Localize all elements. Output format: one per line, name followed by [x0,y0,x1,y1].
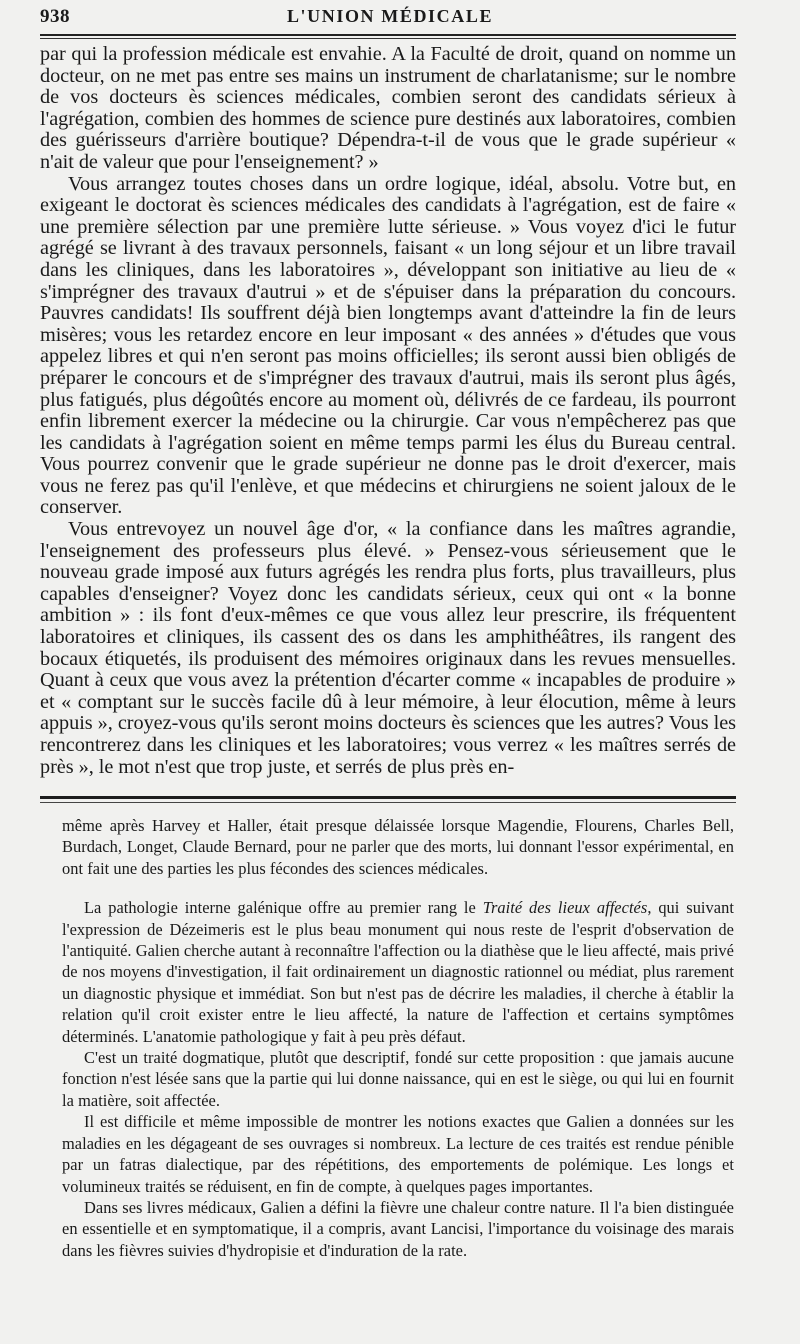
header-rule [40,34,736,36]
page-header [40,6,740,32]
footnote-paragraph-4: Dans ses livres médicaux, Galien a défini la fièvre une chaleur contre nature. Il l'a bien distinguée en essentielle et en symptomatique, il a compris, avant Lancisi, l'importance du voisinage des marais dans les fièvres suivies d'hydropisie et d'induration de la rate. [62,1197,734,1260]
main-paragraph-1: par qui la profession médicale est envahie. A la Faculté de droit, quand on nomme un docteur, on ne met pas entre ses mains un instrument de charlatanisme; sur le nombre de vos docteurs ès sciences médicales, combien seront des candidats sérieux à l'agrégation, combien des hommes de science pure destinés aux laboratoires, combien des guérisseurs d'arrière boutique? Dépendra-t-il de vous que le grade supérieur « n'ait de valeur que pour l'enseignement? » [40,43,736,173]
footnote-p1-title: Traité des lieux affectés [482,898,648,918]
journal-title: L'UNION MÉDICALE [286,6,494,26]
footnote-p1-before: La pathologie interne galénique offre au premier rang le [84,898,483,918]
main-paragraph-3: Vous entrevoyez un nouvel âge d'or, « la confiance dans les maîtres agrandie, l'enseignement des professeurs plus élevé. » Pensez-vous sérieusement que le nouveau grade imposé aux futurs agrégés les rendra plus forts, plus travailleurs, plus capables d'enseigner? Voyez donc les candidats sérieux, ceux qui ont « la bonne ambition » : ils font d'eux-mêmes ce que vous allez leur prescrire, ils fréquentent laboratoires et cliniques, ils cassent des os dans les amphithéâtres, ils rangent des bocaux étiquetés, ils produisent des mémoires originaux dans les revues mensuelles. Quant à ceux que vous avez la prétention d'écarter comme « incapables de produire » et « comptant sur le succès facile dû à leur mémoire, à leur élocution, même à leurs appuis », croyez-vous qu'ils seront moins docteurs ès sciences que les autres? Vous les rencontrerez dans les cliniques et les laboratoires; vous verrez « les maîtres serrés de près », le mot n'est que trop juste, et serrés de plus près en- [40,518,736,778]
footnote-separator [40,796,736,799]
footnote-continuation: même après Harvey et Haller, était presque délaissée lorsque Magendie, Flourens, Charles Bell, Burdach, Longet, Claude Bernard, pour ne parler que des morts, lui donnant l'essor expérimental, en ont fait une des parties les plus fécondes des sciences médicales. [62,816,734,878]
page-number: 938 [40,6,70,27]
main-paragraph-2: Vous arrangez toutes choses dans un ordre logique, idéal, absolu. Votre but, en exigeant le doctorat ès sciences médicales des candidats à l'agrégation, est de faire « une première sélection par une première lutte sérieuse. » Vous voyez d'ici le futur agrégé se livrant à des travaux personnels, faisant « un long séjour et un libre travail dans les cliniques, dans les laboratoires », développant son initiative au lieu de « s'imprégner des travaux d'autrui » et de s'épuiser dans la préparation du concours. Pauvres candidats! Ils souffrent déjà bien longtemps avant d'atteindre la fin de leurs misères; vous les retardez encore en leur imposant « des années » d'études que vous appelez libres et qui n'en seront pas moins officielles; ils seront aussi bien obligés de préparer le concours et de s'imprégner des travaux d'autrui, mais ils seront plus âgés, plus fatigués, plus dégoûtés encore au moment où, délivrés de ce fardeau, ils pourront enfin librement exercer la médecine ou la chirurgie. Car vous n'empêcherez pas que les candidats à l'agrégation soient en même temps parmi les élus du Bureau central. Vous pourrez convenir que le grade supérieur ne donne pas le droit d'exercer, mais vous ne ferez pas qu'il l'enlève, et que médecins et chirurgiens ne soient jaloux de le conserver. [40,172,736,519]
footnote-paragraph-3: Il est difficile et même impossible de montrer les notions exactes que Galien a données sur les maladies en les dégageant de ses ouvrages si nombreux. La lecture de ces traités est rendue pénible par un fatras dialectique, par des répétitions, des emportements de polémique. Les longs et volumineux traités se réduisent, en fin de compte, à quelques pages importantes. [62,1112,734,1196]
footnote [62,815,734,1261]
footnote-paragraph-2: C'est un traité dogmatique, plutôt que descriptif, fondé sur cette proposition : que jamais aucune fonction n'est lésée sans que la partie qui lui donne naissance, qui en est le siège, ou qui lui en fournit la matière, soit affectée. [62,1048,734,1110]
footnote-separator-thin [40,802,736,803]
main-text [40,44,736,778]
header-rule-thin [40,38,736,39]
footnote-paragraph-1 [62,897,734,1047]
footnote-p1-after: , qui suivant l'expression de Dézeimeris est le plus beau monument qui nous reste de l'esprit d'observation de l'antiquité. Galien cherche autant à reconnaître l'affection ou la diathèse que le lieu affecté, mais privé de nos moyens d'investigation, il fait ordinairement un diagnostic rationnel ou médiat, plus rarement un diagnostic physique et immédiat. Son but n'est pas de décrire les maladies, il cherche à établir la relation qu'il croit exister entre le lieu affecté, la nature de l'affection et certains symptômes déterminés. L'anatomie pathologique y fait à peu près défaut. [62,898,734,1046]
footnote-body [62,897,734,1261]
